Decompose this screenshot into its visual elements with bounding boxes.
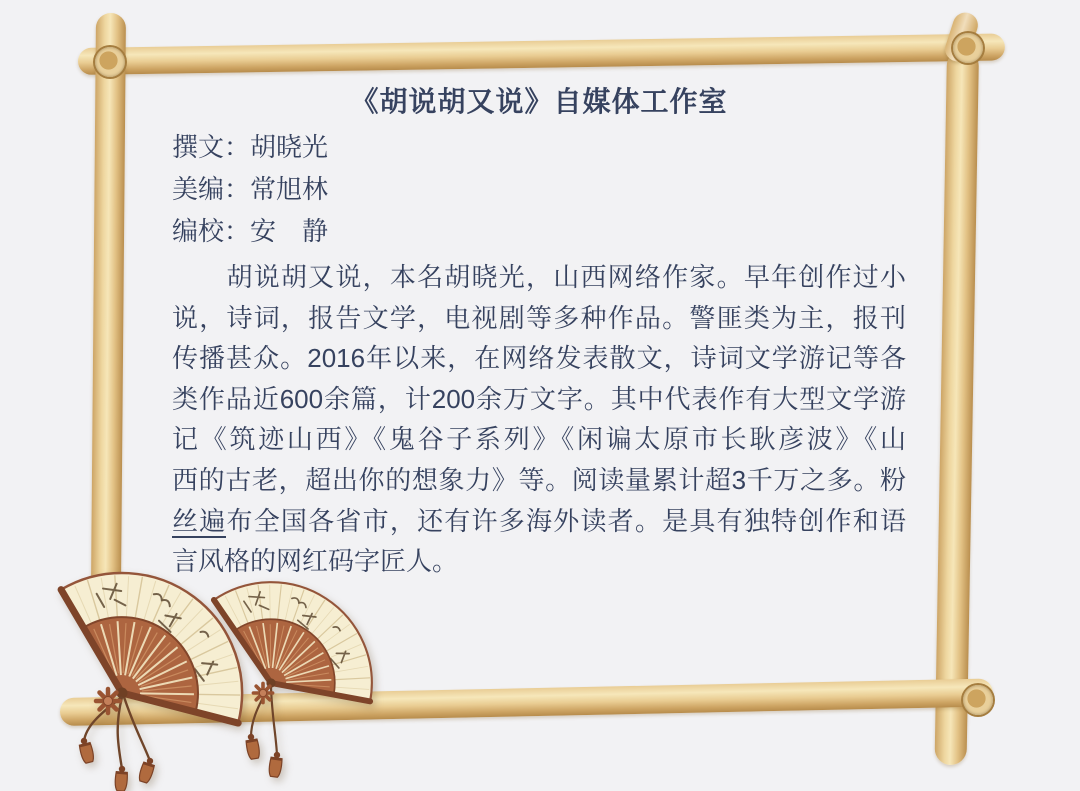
author-bio-paragraph: [172, 257, 906, 582]
byline-copy-editor-label: 编校：: [172, 216, 251, 246]
bamboo-pole-left: [91, 13, 126, 598]
paragraph-line: 类作品近600余篇，计200余万文字。其中代表作有大型文学游: [172, 383, 906, 414]
bamboo-joint-ring-top-right: [953, 33, 983, 63]
byline-author: [172, 126, 906, 168]
article-body: [172, 82, 906, 582]
bamboo-pole-top: [78, 33, 1005, 75]
paragraph-line: 西的古老，超出你的想象力》等。阅读量累计超3千万之多。粉: [172, 464, 906, 495]
byline-art-editor: [172, 168, 906, 210]
page-title: 《胡说胡又说》自媒体工作室: [350, 86, 728, 117]
paragraph-line: 记《筑迹山西》《鬼谷子系列》《闲谝太原市长耿彦波》《山: [172, 424, 906, 455]
folding-fans-icon: [18, 543, 438, 791]
byline: [172, 126, 906, 252]
paragraph-line: 言风格的网红码字匠人。: [172, 546, 459, 577]
paragraph-line: 传播甚众。2016年以来，在网络发表散文，诗词文学游记等各: [172, 343, 906, 374]
byline-art-editor-name: 常旭林: [250, 174, 329, 204]
byline-art-editor-label: 美编：: [172, 174, 251, 204]
paragraph-line: 胡说胡又说，本名胡晓光，山西网络作家。早年创作过小: [172, 262, 906, 292]
bamboo-joint-ring-top-left: [95, 47, 125, 77]
bamboo-pole-right: [935, 50, 979, 765]
byline-author-label: 撰文：: [172, 132, 251, 162]
paragraph-line: 说，诗词，报告文学，电视剧等多种作品。警匪类为主，报刊: [172, 302, 906, 333]
underlined-text: 丝遍: [172, 505, 227, 536]
folding-fan-front: [30, 543, 283, 791]
byline-copy-editor: [172, 210, 906, 252]
paragraph-line: [172, 501, 906, 542]
byline-copy-editor-name: 安 静: [250, 216, 329, 246]
paragraph-line-rest: 布全国各省市，还有许多海外读者。是具有独特创作和语: [226, 505, 906, 536]
bamboo-joint-ring-bottom-right: [963, 685, 993, 715]
byline-author-name: 胡晓光: [250, 132, 329, 162]
